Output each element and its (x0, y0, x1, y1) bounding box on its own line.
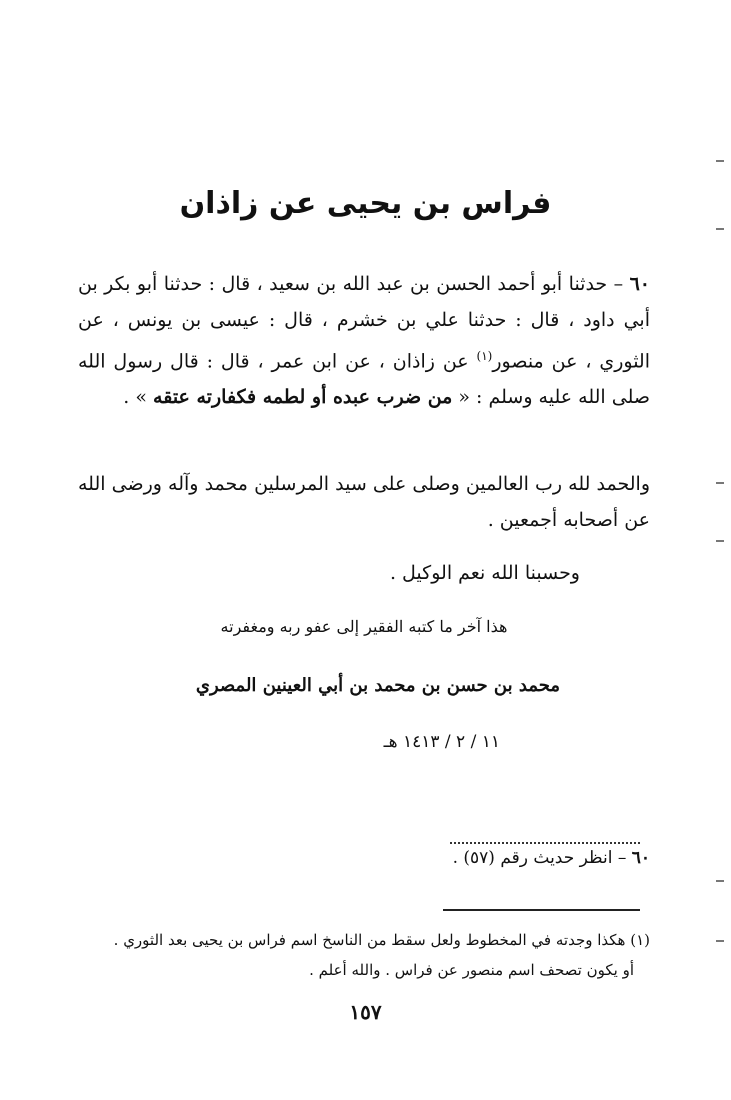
footnote-ref: (١) (476, 349, 493, 363)
page-number: ١٥٧ (349, 1000, 382, 1024)
margin-mark (716, 540, 724, 542)
reference-number: ٦٠ (631, 848, 650, 868)
footnote-line-1: (١) هكذا وجدته في المخطوط ولعل سقط من الناسخ اسم فراس بن يحيى بعد الثوري . (113, 931, 650, 949)
hadith-isnad: حدثنا أبو أحمد الحسن بن عبد الله بن سعيد ، قال : حدثنا أبو بكر بن أبي داود ، قال : حدثنا علي بن خشرم ، قال : عيسى بن يونس ، عن الثوري ، عن منصور (78, 273, 650, 373)
footnote (78, 925, 650, 985)
chapter-heading: فراس بن يحيى عن زاذان (179, 186, 552, 221)
reference-text: – انظر حديث رقم (٥٧) . (452, 848, 632, 868)
margin-mark (716, 160, 724, 162)
hadith-paragraph (78, 266, 650, 415)
dotted-separator (450, 842, 640, 844)
hadith-number: ٦٠ (629, 273, 650, 295)
author-name: محمد بن حسن بن محمد بن أبي العينين المصري (195, 675, 560, 696)
hadith-matn: من ضرب عبده أو لطمه فكفارته عتقه (153, 386, 453, 409)
margin-mark (716, 228, 724, 230)
footnote-line-2: أو يكون تصحف اسم منصور عن فراس . والله أعلم . (309, 961, 634, 979)
completion-date: ١١ / ٢ / ١٤١٣ هـ (383, 732, 500, 752)
margin-mark (716, 482, 724, 484)
footnote-separator (443, 909, 640, 911)
colophon-line: هذا آخر ما كتبه الفقير إلى عفو ربه ومغفرته (220, 617, 508, 636)
hadith-end: » . (123, 386, 154, 409)
closing-praise: والحمد لله رب العالمين وصلى على سيد المرسلين محمد وآله ورضى الله عن أصحابه أجمعين . (78, 473, 650, 531)
hadith-dash: – (607, 273, 630, 295)
hasbuna-line: وحسبنا الله نعم الوكيل . (389, 562, 580, 584)
margin-mark (716, 880, 724, 882)
reference-note (78, 848, 650, 868)
hadith-isnad-cont: عن زاذان ، عن ابن عمر ، قال : قال رسول الله صلى الله عليه وسلم : « (78, 350, 650, 409)
margin-mark (716, 940, 724, 942)
